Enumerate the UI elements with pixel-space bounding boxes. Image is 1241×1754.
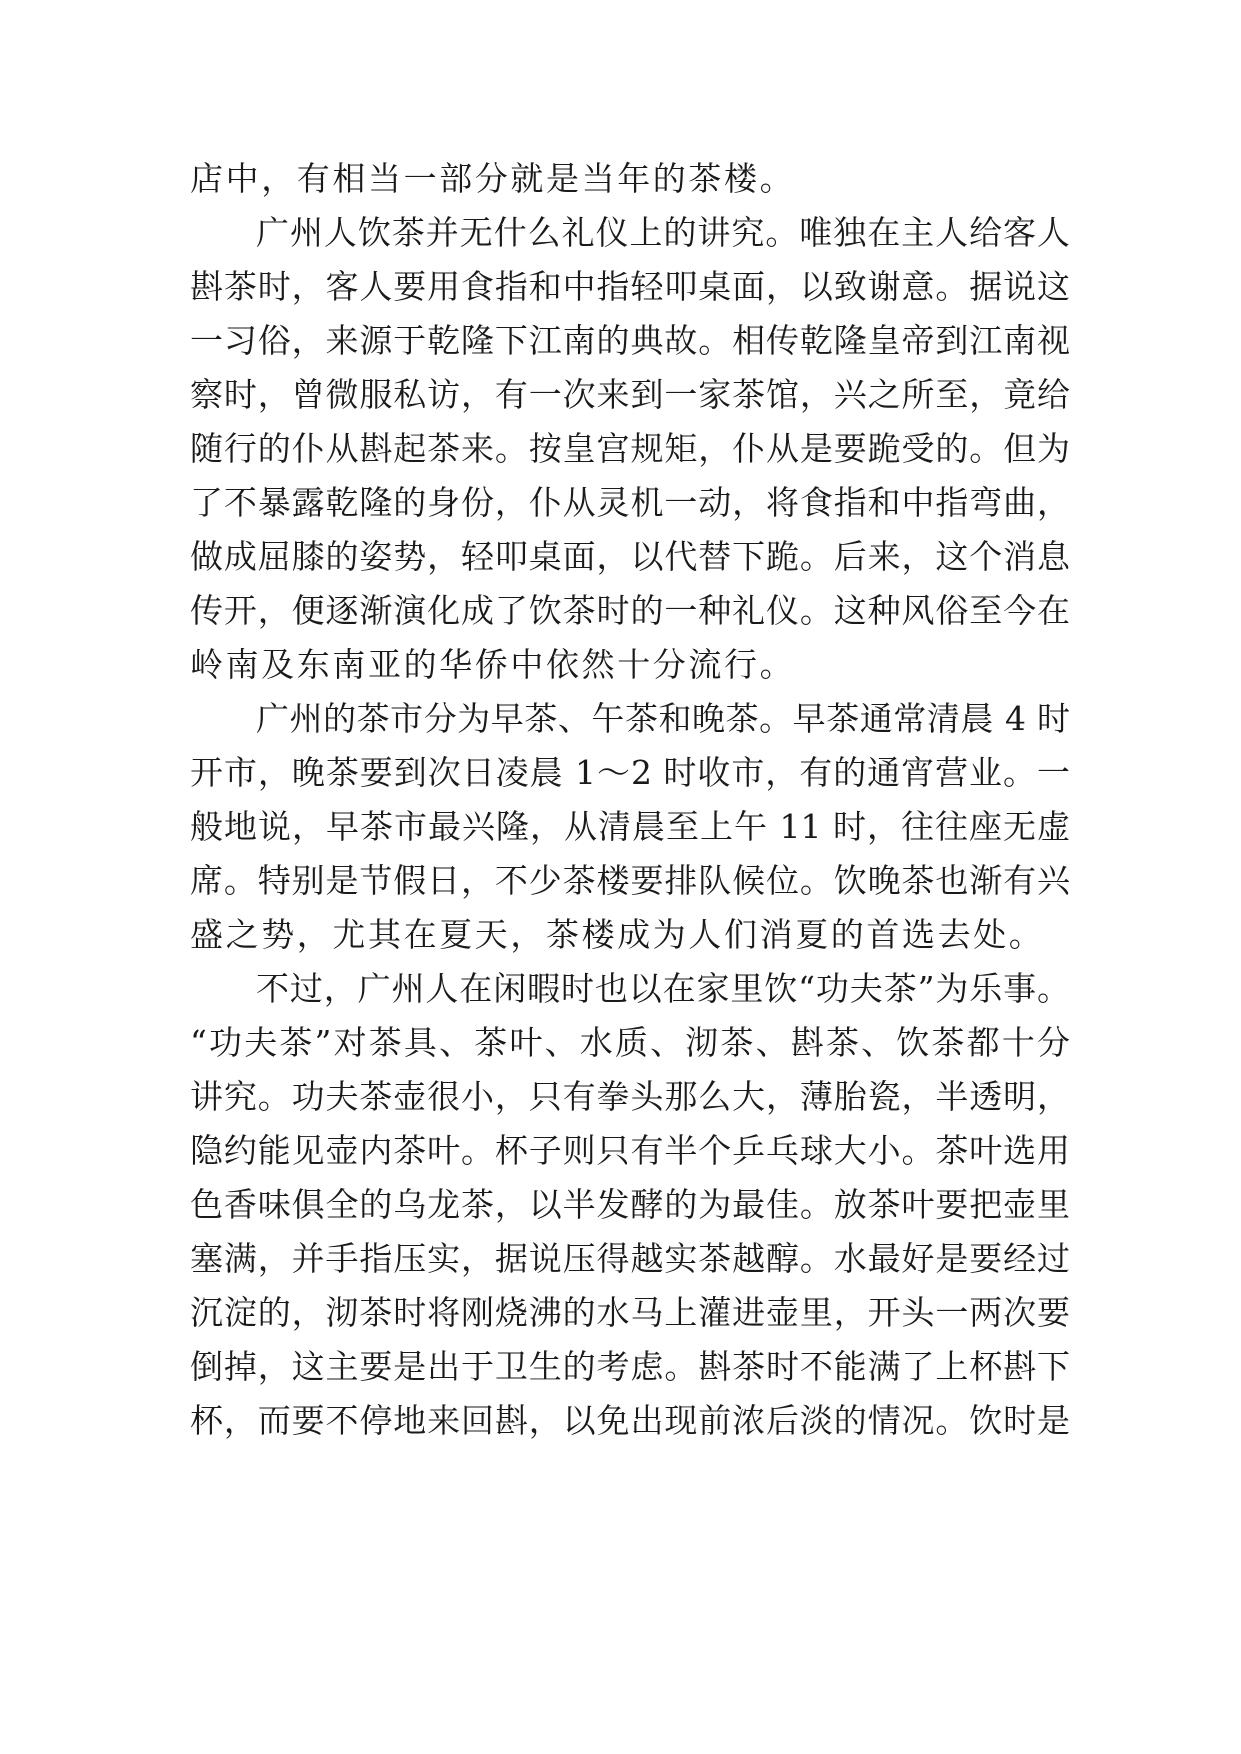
text-line: “功夫茶”对茶具、茶叶、水质、沏茶、斟茶、饮茶都十分 xyxy=(190,1023,1070,1062)
text-line: 般地说，早茶市最兴隆，从清晨至上午 11 时，往往座无虚 xyxy=(190,807,1070,846)
text-line: 席。特别是节假日，不少茶楼要排队候位。饮晚茶也渐有兴 xyxy=(190,861,1070,900)
text-line: 不过，广州人在闲暇时也以在家里饮“功夫茶”为乐事。 xyxy=(256,969,1070,1008)
text-line: 广州人饮茶并无什么礼仪上的讲究。唯独在主人给客人 xyxy=(256,213,1070,252)
text-line: 广州的茶市分为早茶、午茶和晚茶。早茶通常清晨 4 时 xyxy=(256,699,1070,738)
text-line: 店中，有相当一部分就是当年的茶楼。 xyxy=(190,159,796,198)
text-line: 一习俗，来源于乾隆下江南的典故。相传乾隆皇帝到江南视 xyxy=(190,321,1070,360)
text-line: 沉淀的，沏茶时将刚烧沸的水马上灌进壶里，开头一两次要 xyxy=(190,1293,1070,1332)
text-line: 讲究。功夫茶壶很小，只有拳头那么大，薄胎瓷，半透明， xyxy=(190,1077,1070,1116)
text-line: 开市，晚茶要到次日凌晨 1～2 时收市，有的通宵营业。一 xyxy=(190,753,1070,792)
text-line: 杯，而要不停地来回斟，以免出现前浓后淡的情况。饮时是 xyxy=(190,1401,1070,1440)
text-line: 察时，曾微服私访，有一次来到一家茶馆，兴之所至，竟给 xyxy=(190,375,1070,414)
text-line: 随行的仆从斟起茶来。按皇宫规矩，仆从是要跪受的。但为 xyxy=(190,429,1070,468)
text-line: 塞满，并手指压实，据说压得越实茶越醇。水最好是要经过 xyxy=(190,1239,1070,1278)
text-line: 隐约能见壶内茶叶。杯子则只有半个乒乓球大小。茶叶选用 xyxy=(190,1131,1070,1170)
text-line: 岭南及东南亚的华侨中依然十分流行。 xyxy=(190,645,796,684)
text-line: 了不暴露乾隆的身份，仆从灵机一动，将食指和中指弯曲， xyxy=(190,483,1070,522)
text-line: 斟茶时，客人要用食指和中指轻叩桌面，以致谢意。据说这 xyxy=(190,267,1070,306)
text-line: 做成屈膝的姿势，轻叩桌面，以代替下跪。后来，这个消息 xyxy=(190,537,1070,576)
text-line: 色香味俱全的乌龙茶，以半发酵的为最佳。放茶叶要把壶里 xyxy=(190,1185,1070,1224)
text-line: 传开，便逐渐演化成了饮茶时的一种礼仪。这种风俗至今在 xyxy=(190,591,1070,630)
text-line: 盛之势，尤其在夏天，茶楼成为人们消夏的首选去处。 xyxy=(190,915,1045,954)
text-line: 倒掉，这主要是出于卫生的考虑。斟茶时不能满了上杯斟下 xyxy=(190,1347,1070,1386)
document-body xyxy=(190,152,1070,1448)
